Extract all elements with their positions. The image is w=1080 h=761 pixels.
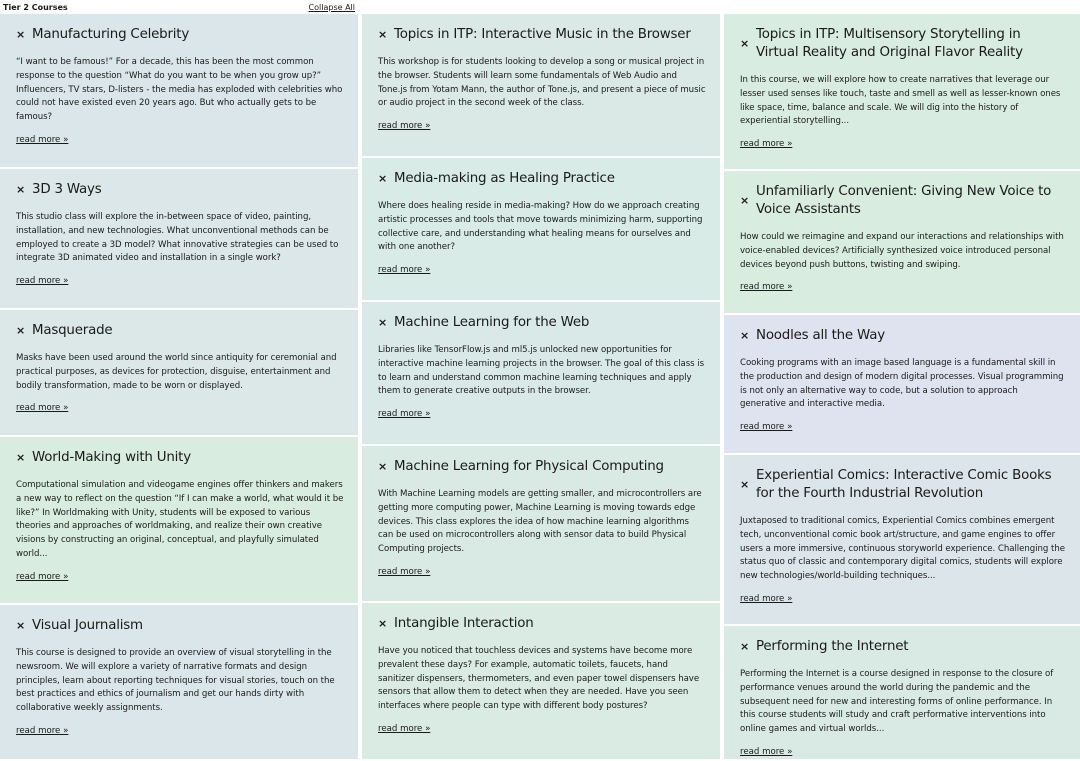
read-more-link[interactable]: read more » [378, 121, 431, 132]
read-more-link[interactable]: read more » [378, 566, 431, 577]
course-card [362, 14, 720, 158]
course-card [0, 169, 358, 310]
course-title: Machine Learning for the Web [394, 315, 590, 330]
close-icon[interactable]: × [16, 619, 26, 632]
read-more-link[interactable]: read more » [378, 723, 431, 734]
course-title: Topics in ITP: Interactive Music in the Browser [394, 27, 691, 42]
course-description: This course is designed to provide an overview of visual storytelling in the newsroom. We will explore a variety of narrative formats and design principles, learn about reporting techniques for visual stories, touch on the best practices and ethics of journalism and get our hands dirty with collaborative weekly assignments. [16, 648, 335, 714]
course-description: Performing the Internet is a course designed in response to the closure of performance venues around the world during the pandemic and the subsequent need for new and interesting forms of online performance. In this course students will study and craft performative interventions into online games and virtual worlds... [740, 669, 1054, 735]
course-title: Performing the Internet [756, 639, 909, 654]
read-more-link[interactable]: read more » [16, 403, 69, 414]
course-description: This workshop is for students looking to develop a song or musical project in the browser. Students will learn some fundamentals of Web Audio and Tone.js from Yotam Mann, the author of Tone.js, and present a piece of music or audio project in the second week of the class. [378, 57, 706, 109]
course-description: Juxtaposed to traditional comics, Experiential Comics combines emergent tech, unconventional comic book art/structure, and game engines to offer users a more immersive, continuous storyworld experience. Challenging the status quo of classic and contemporary digital comics, students will explore new technologies/world-building techniques... [740, 516, 1065, 582]
course-description: This studio class will explore the in-between space of video, painting, installation, and new technologies. What unconventional methods can be employed to create a 3D model? What innovative strategies can be used to integrate 3D animated video and installation in a single work? [16, 212, 339, 264]
course-card [362, 446, 720, 603]
course-title: World-Making with Unity [32, 450, 191, 465]
course-description: How could we reimagine and expand our interactions and relationships with voice-enabled devices? Artificially synthesized voice introduced personal devices beyond push buttons, twisting and swiping. [740, 232, 1064, 270]
course-card [0, 310, 358, 437]
course-card [724, 171, 1080, 315]
course-title: Topics in ITP: Multisensory Storytelling in Virtual Reality and Original Flavor Reality [756, 27, 1023, 60]
course-title: Unfamiliarly Convenient: Giving New Voice to Voice Assistants [756, 184, 1052, 217]
close-icon[interactable]: × [740, 329, 750, 342]
close-icon[interactable]: × [378, 617, 388, 630]
close-icon[interactable]: × [16, 28, 26, 41]
course-description: Computational simulation and videogame engines offer thinkers and makers a new way to reflect on the question “If I can make a world, what would it be like?” In Worldmaking with Unity, students will be exposed to various theories and approaches of worldmaking, and realize their own creative visions by constructing an original, conceptual, and playfully simulated world... [16, 480, 344, 559]
course-card [0, 14, 358, 169]
course-card [724, 315, 1080, 455]
close-icon[interactable]: × [740, 478, 750, 491]
read-more-link[interactable]: read more » [16, 571, 69, 582]
read-more-link[interactable]: read more » [378, 409, 431, 420]
close-icon[interactable]: × [740, 640, 750, 653]
course-title: Experiential Comics: Interactive Comic Books for the Fourth Industrial Revolution [756, 468, 1052, 501]
course-description: “I want to be famous!” For a decade, this has been the most common response to the question “What do you want to be when you grow up?” Influencers, TV stars, D-listers - the media has exploded with celebrities who could not have existed even 20 years ago. But who actually gets to be famous? [16, 57, 343, 123]
course-card [0, 437, 358, 605]
course-title: Manufacturing Celebrity [32, 27, 190, 42]
course-title: Masquerade [32, 323, 113, 338]
course-title: Visual Journalism [32, 618, 143, 633]
read-more-link[interactable]: read more » [16, 725, 69, 736]
close-icon[interactable]: × [378, 28, 388, 41]
course-list-header [0, 0, 358, 14]
course-description: Libraries like TensorFlow.js and ml5.js unlocked new opportunities for interactive machine learning projects in the browser. The goal of this class is to learn and understand common machine learning techniques and apply them to generate creative outputs in the browser. [378, 345, 705, 397]
close-icon[interactable]: × [16, 183, 26, 196]
course-card [362, 603, 720, 761]
course-description: With Machine Learning models are getting smaller, and microcontrollers are getting more computing power, Machine Learning is moving towards edge devices. This class explores the idea of how machine learning algorithms can be used on microcontrollers along with sensor data to build Physical Computing projects. [378, 489, 702, 555]
close-icon[interactable]: × [740, 37, 750, 50]
read-more-link[interactable]: read more » [740, 746, 793, 757]
course-title: Machine Learning for Physical Computing [394, 459, 664, 474]
course-description: Cooking programs with an image based language is a fundamental skill in the production and design of modern digital processes. Visual programming is not only an alternative way to code, but a solution to approach generative and interactive media. [740, 358, 1064, 410]
close-icon[interactable]: × [378, 316, 388, 329]
read-more-link[interactable]: read more » [16, 134, 69, 145]
close-icon[interactable]: × [740, 194, 750, 207]
close-icon[interactable]: × [16, 451, 26, 464]
read-more-link[interactable]: read more » [378, 265, 431, 276]
close-icon[interactable]: × [378, 172, 388, 185]
course-card [0, 605, 358, 761]
read-more-link[interactable]: read more » [740, 139, 793, 150]
read-more-link[interactable]: read more » [740, 282, 793, 293]
course-card [362, 158, 720, 302]
course-title: 3D 3 Ways [32, 182, 102, 197]
course-description: In this course, we will explore how to create narratives that leverage our lesser used senses like touch, taste and smell as well as lesser-known ones like space, time, balance and scale. We will dig into the history of experiential storytelling... [740, 75, 1061, 127]
course-title: Intangible Interaction [394, 616, 534, 631]
read-more-link[interactable]: read more » [740, 593, 793, 604]
course-description: Where does healing reside in media-making? How do we approach creating artistic processes and tools that move towards minimizing harm, supporting collective care, and understanding what healing means for ourselves and with one another? [378, 201, 703, 253]
read-more-link[interactable]: read more » [16, 276, 69, 287]
course-description: Have you noticed that touchless devices and systems have become more prevalent these days? For example, automatic toilets, faucets, hand sanitizer dispensers, thermometers, and even paper towel dispensers have sensors that allow them to detect when they are needed. Have you seen interfaces where people can type with different body postures? [378, 646, 700, 712]
course-card [724, 455, 1080, 626]
course-title: Media-making as Healing Practice [394, 171, 615, 186]
read-more-link[interactable]: read more » [740, 422, 793, 433]
close-icon[interactable]: × [378, 460, 388, 473]
course-title: Noodles all the Way [756, 328, 885, 343]
close-icon[interactable]: × [16, 324, 26, 337]
course-card [724, 626, 1080, 761]
tier-heading: Tier 2 Courses [3, 2, 68, 12]
course-description: Masks have been used around the world since antiquity for ceremonial and practical purposes, as devices for protection, disguise, entertainment and bodily transformation, made to be worn or displayed. [16, 353, 337, 391]
collapse-all-link[interactable]: Collapse All [308, 2, 355, 12]
course-card [362, 302, 720, 446]
course-card [724, 14, 1080, 171]
